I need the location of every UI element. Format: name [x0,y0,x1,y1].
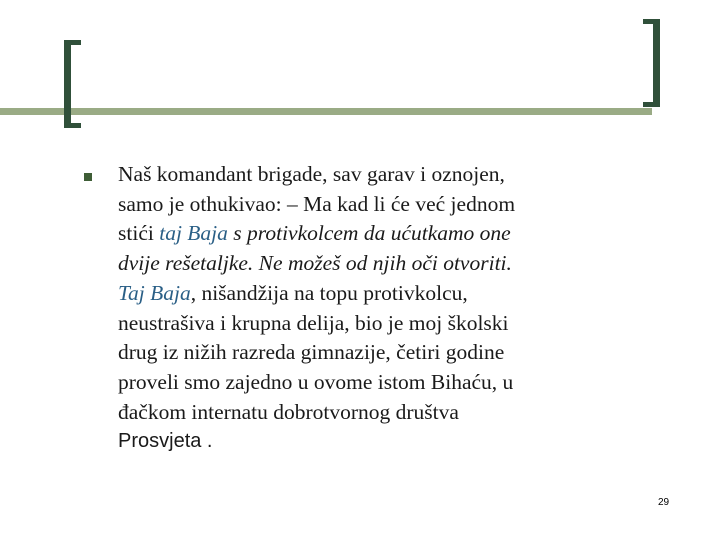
paragraph-line-3 [118,219,658,249]
paragraph-line-7: drug iz nižih razreda gimnazije, četiri godine [118,340,505,365]
paragraph-line-10: Prosvjeta . [118,430,213,453]
line-5-end: , nišandžija na topu protivkolcu, [190,280,468,305]
bullet-square-icon [84,173,92,181]
paragraph-line-5 [118,279,658,309]
paragraph-line-8: proveli smo zajedno u ovome istom Bihaću, u [118,369,514,394]
name-taj-baja-1: taj Baja [159,221,228,246]
paragraph-line-4: dvije rešetaljke. Ne možeš od njih oči otvoriti. [118,251,512,276]
paragraph-line-2: samo je othukivao: – Ma kad li će već jednom [118,191,516,216]
quote-paragraph [118,160,658,457]
name-taj-baja-2: Taj Baja [118,280,191,305]
paragraph-line-1: Naš komandant brigade, sav garav i oznojen, [118,162,505,186]
paragraph-line-6: neustrašiva i krupna delija, bio je moj školski [118,310,509,335]
paragraph-line-9: đačkom internatu dobrotvornog društva [118,399,459,424]
line-3-end: s protivkolcem da ućutkamo one [227,221,511,246]
line-3-start: stići [118,221,160,246]
header-divider-line [0,108,652,115]
page-number: 29 [658,497,670,508]
